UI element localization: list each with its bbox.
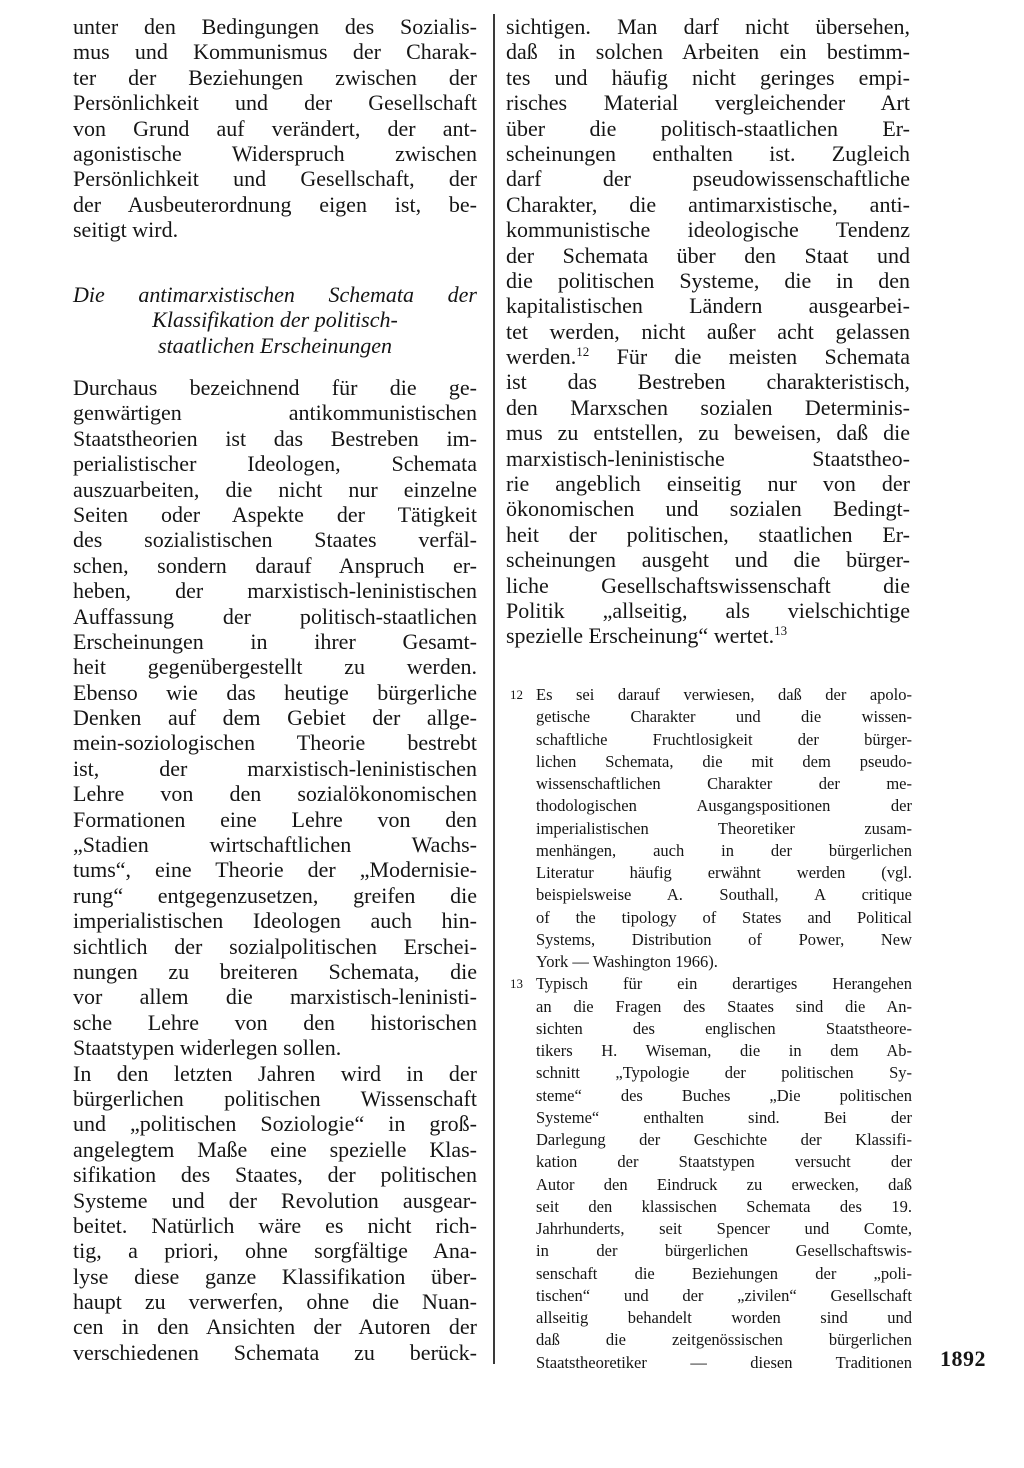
- text-line: den Marxschen sozialen Determinis-: [506, 394, 910, 420]
- text-line: mein-soziologischen Theorie bestrebt: [73, 730, 477, 756]
- text-line: rung“ entgegenzusetzen, greifen die: [73, 882, 477, 908]
- footnotes: [510, 684, 912, 1374]
- footnote-line: an die Fragen des Staates sind die An-: [536, 996, 912, 1016]
- text-line: Denken auf dem Gebiet der allge-: [73, 705, 477, 731]
- footnote-line: seit den klassischen Schemata des 19.: [536, 1196, 912, 1216]
- left-column-intro: [73, 14, 477, 243]
- text-line-with-footnote-ref: [506, 623, 910, 648]
- footnote-line: Literatur häufig erwähnt werden (vgl.: [536, 863, 912, 882]
- footnote-line: [510, 973, 912, 995]
- footnote-text: Es sei darauf verwiesen, daß der apolo-: [536, 685, 912, 704]
- text-line: ökonomischen und sozialen Bedingt-: [506, 496, 910, 522]
- text-line: der Ausbeuterordnung eigen ist, be-: [73, 191, 477, 217]
- footnote-line: thodologischen Ausgangspositionen der: [536, 796, 912, 816]
- footnote-line: daß die zeitgenössischen bürgerlichen: [536, 1330, 912, 1350]
- text-line: und „politischen Soziologie“ in groß-: [73, 1111, 477, 1137]
- text-line: heit gegenübergestellt zu werden.: [73, 654, 477, 680]
- text-line: schen, sondern darauf Anspruch er-: [73, 552, 477, 578]
- footnote-line: Staatstheoretiker — diesen Traditionen: [536, 1352, 912, 1372]
- text-line: daß in solchen Arbeiten ein bestimm-: [506, 39, 910, 65]
- text-line: Lehre von den sozialökonomischen: [73, 781, 477, 807]
- text-line: Persönlichkeit und der Gesellschaft: [73, 90, 477, 116]
- footnote-line: Systeme“ enthalten sind. Bei der: [536, 1107, 912, 1127]
- text-line: mus und Kommunismus der Charak-: [73, 39, 477, 65]
- text-line: agonistische Widerspruch zwischen: [73, 140, 477, 166]
- text-line: verschiedenen Schemata zu berück-: [73, 1339, 477, 1365]
- text-line: vor allem die marxistisch-leninisti-: [73, 984, 477, 1010]
- text-line: Durchaus bezeichnend für die ge-: [73, 375, 477, 400]
- text-line: scheinungen enthalten ist. Zugleich: [506, 140, 910, 166]
- text-fragment: werden.: [506, 344, 577, 370]
- footnote-line: schaftliche Fruchtlosigkeit der bürger-: [536, 729, 912, 749]
- column-divider: [493, 14, 495, 1364]
- text-line: kommunistische ideologische Tendenz: [506, 217, 910, 243]
- heading-line: Die antimarxistischen Schemata der: [73, 282, 477, 307]
- text-line: angelegtem Maße eine spezielle Klas-: [73, 1136, 477, 1162]
- footnote-line: in der bürgerlichen Gesellschaftswis-: [536, 1241, 912, 1261]
- text-line: ist das Bestreben charakteristisch,: [506, 369, 910, 395]
- footnote-line: sichten des englischen Staatstheore-: [536, 1018, 912, 1038]
- text-line: von Grund auf verändert, der ant-: [73, 115, 477, 141]
- text-line: Staatstheorien ist das Bestreben im-: [73, 425, 477, 451]
- text-line: Persönlichkeit und Gesellschaft, der: [73, 166, 477, 192]
- text-line: perialistischer Ideologen, Schemata: [73, 451, 477, 477]
- text-line: Seiten oder Aspekte der Tätigkeit: [73, 501, 477, 527]
- footnote-line: kation der Staatstypen versucht der: [536, 1152, 912, 1172]
- footnote-line: schnitt „Typologie der politischen Sy-: [536, 1063, 912, 1083]
- text-line: sichtlich der sozialpolitischen Erschei-: [73, 933, 477, 959]
- footnote-number: 13: [510, 976, 523, 992]
- footnote-text: Typisch für ein derartiges Herangehen: [536, 974, 912, 994]
- text-line: unter den Bedingungen des Sozialis-: [73, 14, 477, 39]
- footnote-line: Systems, Distribution of Power, New: [536, 929, 912, 949]
- text-line: In den letzten Jahren wird in der: [73, 1060, 477, 1086]
- text-line: sichtigen. Man darf nicht übersehen,: [506, 14, 910, 39]
- text-line: seitigt wird.: [73, 217, 179, 243]
- footnote-line: steme“ des Buches „Die politischen: [536, 1085, 912, 1105]
- text-line: ist, der marxistisch-leninistischen: [73, 755, 477, 781]
- text-line: Charakter, die antimarxistische, anti-: [506, 191, 910, 217]
- footnote-line: of the tipology of States and Political: [536, 907, 912, 927]
- text-fragment: spezielle Erscheinung“ wertet.: [506, 623, 775, 649]
- footnote-line: Jahrhunderts, seit Spencer und Comte,: [536, 1219, 912, 1238]
- footnote-13: [510, 973, 912, 1374]
- footnote-ref-13[interactable]: 13: [774, 623, 788, 639]
- footnote-line: beispielsweise A. Southall, A critique: [536, 885, 912, 905]
- text-line: bürgerlichen politischen Wissenschaft: [73, 1085, 477, 1111]
- footnote-line: getische Charakter und die wissen-: [536, 707, 912, 727]
- text-line: tums“, eine Theorie der „Modernisie-: [73, 857, 477, 883]
- text-line: kapitalistischen Ländern ausgearbei-: [506, 293, 910, 319]
- footnote-line: Autor den Eindruck zu erwecken, daß: [536, 1174, 912, 1194]
- text-line: imperialistischen Ideologen auch hin-: [73, 908, 477, 934]
- text-line: cen in den Ansichten der Autoren der: [73, 1314, 477, 1340]
- text-line-with-footnote-ref: [506, 344, 910, 369]
- text-line: mus zu entstellen, zu beweisen, daß die: [506, 420, 910, 446]
- text-line: haupt zu verwerfen, ohne die Nuan-: [73, 1289, 477, 1315]
- footnote-line: allseitig behandelt worden sind und: [536, 1308, 912, 1327]
- text-line: darf der pseudowissenschaftliche: [506, 166, 910, 192]
- text-line: der Schemata über den Staat und: [506, 242, 910, 268]
- footnote-line: [510, 684, 912, 706]
- text-line: marxistisch-leninistische Staatstheo-: [506, 445, 910, 471]
- footnote-line: tikers H. Wiseman, die in dem Ab-: [536, 1041, 912, 1060]
- text-line: des sozialistischen Staates verfäl-: [73, 527, 477, 553]
- footnote-ref-12[interactable]: 12: [576, 344, 590, 360]
- text-line: liche Gesellschaftswissenschaft die: [506, 572, 910, 598]
- text-line: die politischen Systeme, die in den: [506, 267, 910, 293]
- text-line: Formationen eine Lehre von den: [73, 806, 477, 832]
- text-line: nungen zu breiteren Schemata, die: [73, 958, 477, 984]
- text-line: Politik „allseitig, als vielschichtige: [506, 597, 910, 623]
- text-line: scheinungen ausgeht und die bürger-: [506, 547, 910, 573]
- text-line: Staatstypen widerlegen sollen.: [73, 1035, 342, 1061]
- text-line: auszuarbeiten, die nicht nur einzelne: [73, 476, 477, 502]
- footnote-line: tischen“ und der „zivilen“ Gesellschaft: [536, 1285, 912, 1305]
- footnote-line: York — Washington 1966).: [536, 952, 718, 971]
- footnote-line: lichen Schemata, die mit dem pseudo-: [536, 751, 912, 771]
- text-line: heit der politischen, staatlichen Er-: [506, 521, 910, 547]
- text-line: über die politisch-staatlichen Er-: [506, 115, 910, 141]
- text-line: tet werden, nicht außer acht gelassen: [506, 318, 910, 344]
- text-line: rie angeblich einseitig nur von der: [506, 471, 910, 497]
- heading-line: staatlichen Erscheinungen: [157, 332, 392, 358]
- text-line: heben, der marxistisch-leninistischen: [73, 578, 477, 604]
- text-line: sifikation des Staates, der politischen: [73, 1162, 477, 1188]
- text-line: lyse diese ganze Klassifikation über-: [73, 1263, 477, 1289]
- left-column-body: [73, 375, 477, 1365]
- text-line: Ebenso wie das heutige bürgerliche: [73, 679, 477, 705]
- text-line: Auffassung der politisch-staatlichen: [73, 603, 477, 629]
- text-line: genwärtigen antikommunistischen: [73, 400, 477, 426]
- heading-line: Klassifikation der politisch-: [152, 307, 398, 333]
- text-line: „Stadien wirtschaftlichen Wachs-: [73, 832, 477, 858]
- footnote-line: Darlegung der Geschichte der Klassifi-: [536, 1130, 912, 1149]
- footnote-line: imperialistischen Theoretiker zusam-: [536, 818, 912, 838]
- text-fragment: Für die meisten Schemata: [616, 344, 910, 370]
- footnote-line: wissenschaftlichen Charakter der me-: [536, 774, 912, 793]
- text-line: tig, a priori, ohne sorgfältige Ana-: [73, 1238, 477, 1264]
- footnote-line: senschaft die Beziehungen der „poli-: [536, 1263, 912, 1283]
- text-line: Systeme und der Revolution ausgear-: [73, 1187, 477, 1213]
- text-line: risches Material vergleichender Art: [506, 90, 910, 116]
- text-line: sche Lehre von den historischen: [73, 1009, 477, 1035]
- right-column-body: [506, 14, 910, 649]
- footnote-number: 12: [510, 687, 523, 702]
- footnote-12: [510, 684, 912, 973]
- text-line: beitet. Natürlich wäre es nicht rich-: [73, 1212, 477, 1238]
- page-number: 1892: [940, 1346, 986, 1371]
- text-line: ter der Beziehungen zwischen der: [73, 64, 477, 90]
- section-heading: [73, 282, 477, 358]
- text-line: Erscheinungen in ihrer Gesamt-: [73, 628, 477, 654]
- footnote-line: menhängen, auch in der bürgerlichen: [536, 840, 912, 860]
- text-line: tes und häufig nicht geringes empi-: [506, 64, 910, 90]
